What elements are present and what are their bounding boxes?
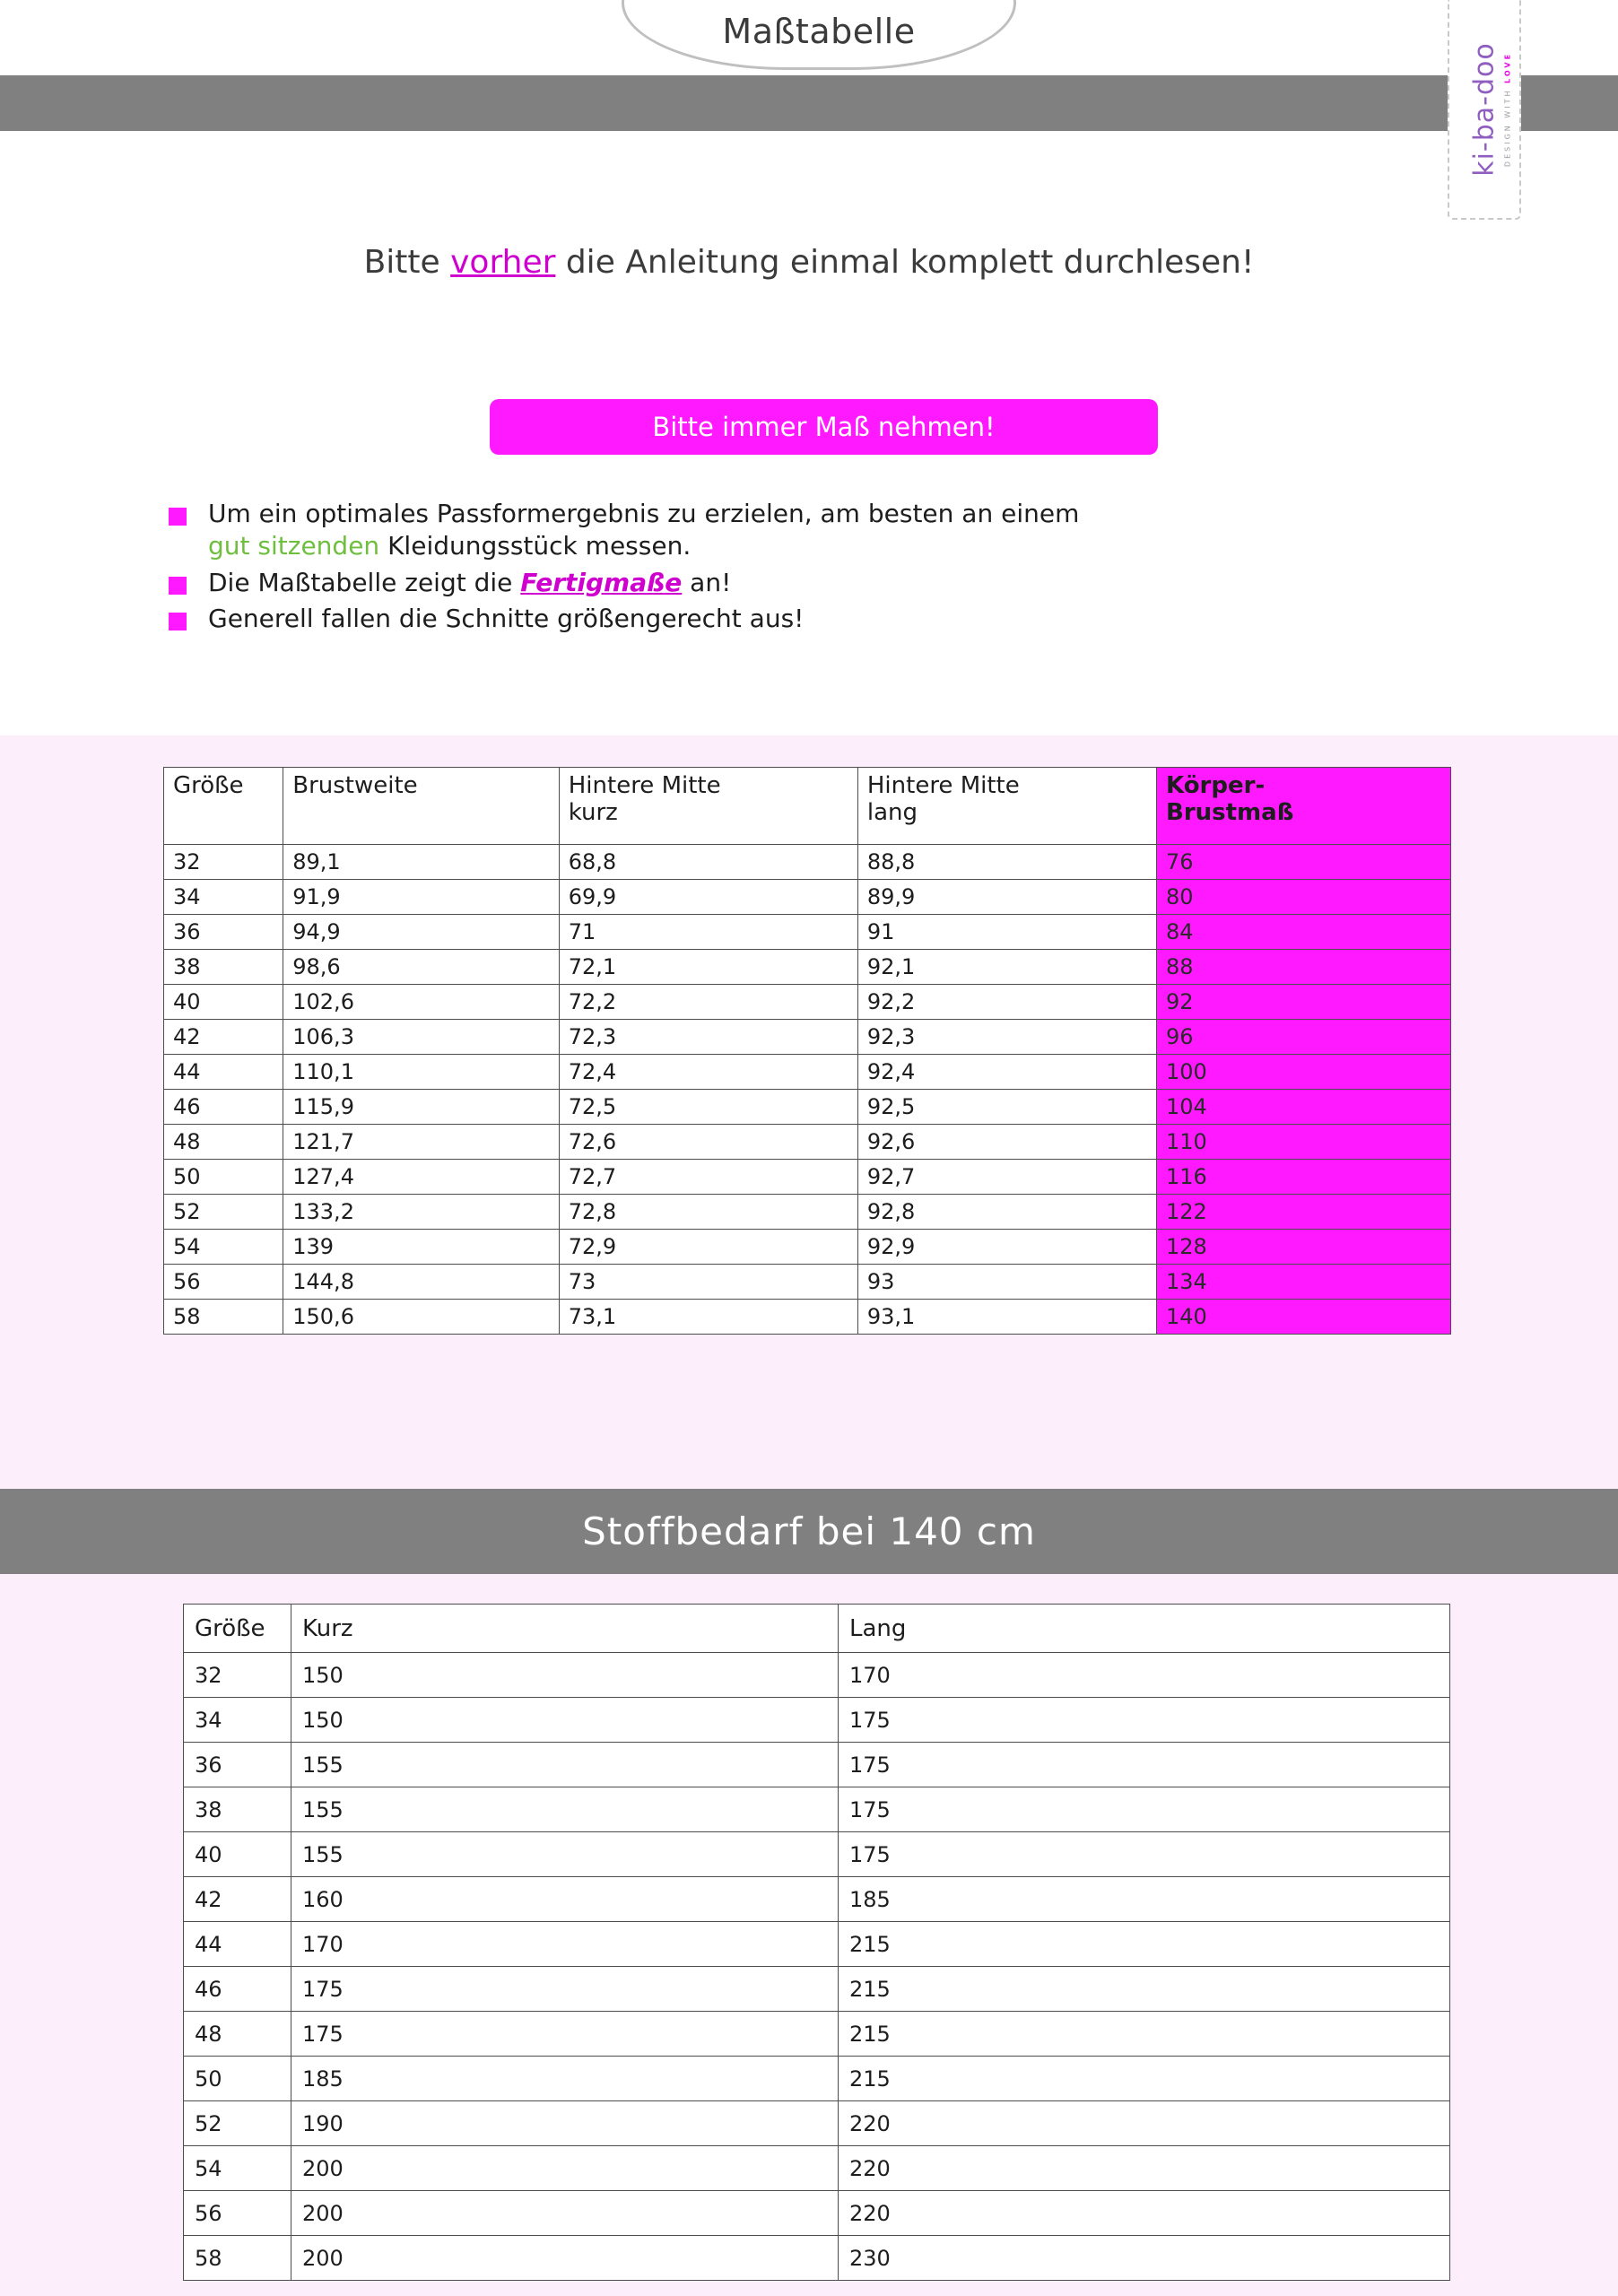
col-header-hintere-mitte-kurz: Hintere Mitte kurz: [559, 768, 857, 845]
table-cell: 175: [839, 1787, 1450, 1832]
table-cell: 92,2: [857, 985, 1156, 1020]
table-cell: 104: [1157, 1090, 1451, 1125]
table-cell: 134: [1157, 1265, 1451, 1300]
table-cell: 72,7: [559, 1160, 857, 1195]
table-cell: 98,6: [283, 950, 560, 985]
list-item: [169, 603, 1424, 635]
bullet-list: [169, 498, 1424, 639]
table-row: [184, 2191, 1450, 2236]
table-cell: 89,1: [283, 845, 560, 880]
fabric-table: [183, 1604, 1450, 2281]
brand-logo-name: ki-ba-doo: [1468, 41, 1501, 177]
table-cell: 44: [184, 1922, 291, 1967]
table-row: [164, 915, 1451, 950]
table-cell: 185: [839, 1877, 1450, 1922]
col-header-groesse: Größe: [184, 1605, 291, 1653]
intro-text-highlight: vorher: [450, 244, 556, 281]
table-cell: 92,7: [857, 1160, 1156, 1195]
table-cell: 92,4: [857, 1055, 1156, 1090]
table-cell: 155: [291, 1743, 839, 1787]
table-cell: 115,9: [283, 1090, 560, 1125]
table-cell: 92,9: [857, 1230, 1156, 1265]
table-row: [184, 2236, 1450, 2281]
table-row: [184, 1877, 1450, 1922]
table-cell: 54: [184, 2146, 291, 2191]
table-cell: 32: [184, 1653, 291, 1698]
table-cell: 102,6: [283, 985, 560, 1020]
table-cell: 52: [184, 2101, 291, 2146]
bullet-3-text: Generell fallen die Schnitte größengerecht aus!: [208, 604, 805, 634]
bullet-1-text: Um ein optimales Passformergebnis zu erzielen, am besten an einem: [208, 499, 1080, 528]
col-header-lang: Lang: [839, 1605, 1450, 1653]
table-cell: 38: [184, 1787, 291, 1832]
table-row: [164, 880, 1451, 915]
table-cell: 88: [1157, 950, 1451, 985]
table-cell: 92,8: [857, 1195, 1156, 1230]
table-cell: 100: [1157, 1055, 1451, 1090]
bullet-square-icon: [169, 613, 187, 631]
bullet-1-green: gut sitzenden: [208, 531, 380, 561]
table-row: [164, 1090, 1451, 1125]
table-cell: 89,9: [857, 880, 1156, 915]
col-header-groesse: Größe: [164, 768, 283, 845]
table-cell: 185: [291, 2057, 839, 2101]
table-row: [164, 1055, 1451, 1090]
page-title: Maßtabelle: [722, 12, 916, 51]
table-cell: 220: [839, 2191, 1450, 2236]
intro-instruction: [0, 244, 1618, 281]
table-cell: 48: [184, 2012, 291, 2057]
table-row: [184, 1967, 1450, 2012]
table-cell: 96: [1157, 1020, 1451, 1055]
table-cell: 84: [1157, 915, 1451, 950]
table-cell: 170: [291, 1922, 839, 1967]
table-cell: 91: [857, 915, 1156, 950]
table-row: [184, 1787, 1450, 1832]
table-cell: 128: [1157, 1230, 1451, 1265]
table-cell: 110: [1157, 1125, 1451, 1160]
table-cell: 36: [184, 1743, 291, 1787]
fabric-section-band: [0, 1489, 1618, 1574]
bullet-2-text2: an!: [682, 567, 732, 597]
table-cell: 140: [1157, 1300, 1451, 1335]
table-row: [164, 1195, 1451, 1230]
table-cell: 72,6: [559, 1125, 857, 1160]
table-cell: 44: [164, 1055, 283, 1090]
intro-text-before: Bitte: [363, 244, 451, 281]
table-cell: 155: [291, 1787, 839, 1832]
brand-logo-tagline: DESIGN WITH LOVE: [1503, 51, 1512, 167]
table-cell: 56: [184, 2191, 291, 2236]
table-cell: 80: [1157, 880, 1451, 915]
table-cell: 94,9: [283, 915, 560, 950]
table-cell: 220: [839, 2101, 1450, 2146]
table-cell: 230: [839, 2236, 1450, 2281]
bullet-square-icon: [169, 577, 187, 595]
bullet-2-emph: Fertigmaße: [520, 567, 683, 597]
table-cell: 110,1: [283, 1055, 560, 1090]
table-cell: 155: [291, 1832, 839, 1877]
table-row: [184, 1922, 1450, 1967]
table-cell: 175: [839, 1698, 1450, 1743]
table-header-row: [184, 1605, 1450, 1653]
table-row: [164, 1230, 1451, 1265]
table-cell: 72,3: [559, 1020, 857, 1055]
table-row: [184, 1698, 1450, 1743]
table-cell: 215: [839, 2057, 1450, 2101]
col-header-kurz: Kurz: [291, 1605, 839, 1653]
table-cell: 160: [291, 1877, 839, 1922]
table-cell: 92,5: [857, 1090, 1156, 1125]
fabric-table-body: [184, 1653, 1450, 2281]
table-cell: 93,1: [857, 1300, 1156, 1335]
table-cell: 42: [164, 1020, 283, 1055]
table-cell: 215: [839, 1967, 1450, 2012]
table-cell: 150: [291, 1653, 839, 1698]
measure-banner: [490, 399, 1158, 455]
table-cell: 73,1: [559, 1300, 857, 1335]
table-cell: 72,1: [559, 950, 857, 985]
col-header-koerper-brustmass: Körper- Brustmaß: [1157, 768, 1451, 845]
table-cell: 122: [1157, 1195, 1451, 1230]
table-cell: 54: [164, 1230, 283, 1265]
table-header-row: [164, 768, 1451, 845]
header-band: [0, 75, 1618, 131]
table-cell: 58: [164, 1300, 283, 1335]
size-table: [163, 767, 1451, 1335]
table-cell: 170: [839, 1653, 1450, 1698]
table-cell: 40: [164, 985, 283, 1020]
table-cell: 56: [164, 1265, 283, 1300]
table-cell: 150,6: [283, 1300, 560, 1335]
table-cell: 72,9: [559, 1230, 857, 1265]
table-cell: 40: [184, 1832, 291, 1877]
table-cell: 58: [184, 2236, 291, 2281]
table-row: [184, 2057, 1450, 2101]
table-cell: 116: [1157, 1160, 1451, 1195]
table-cell: 52: [164, 1195, 283, 1230]
table-cell: 91,9: [283, 880, 560, 915]
table-cell: 34: [184, 1698, 291, 1743]
table-cell: 215: [839, 2012, 1450, 2057]
table-cell: 127,4: [283, 1160, 560, 1195]
table-cell: 175: [839, 1743, 1450, 1787]
table-cell: 215: [839, 1922, 1450, 1967]
table-cell: 73: [559, 1265, 857, 1300]
fabric-section-title: Stoffbedarf bei 140 cm: [582, 1509, 1036, 1553]
table-cell: 175: [839, 1832, 1450, 1877]
table-row: [164, 985, 1451, 1020]
table-cell: 50: [164, 1160, 283, 1195]
bullet-1-text2: Kleidungsstück messen.: [379, 531, 692, 561]
table-cell: 34: [164, 880, 283, 915]
table-cell: 92,3: [857, 1020, 1156, 1055]
table-cell: 150: [291, 1698, 839, 1743]
list-item: [169, 498, 1424, 563]
table-cell: 38: [164, 950, 283, 985]
table-cell: 46: [164, 1090, 283, 1125]
table-cell: 72,4: [559, 1055, 857, 1090]
size-table-body: [164, 845, 1451, 1335]
table-row: [164, 1125, 1451, 1160]
table-cell: 69,9: [559, 880, 857, 915]
bullet-square-icon: [169, 508, 187, 526]
table-cell: 36: [164, 915, 283, 950]
table-cell: 72,8: [559, 1195, 857, 1230]
table-cell: 121,7: [283, 1125, 560, 1160]
table-cell: 76: [1157, 845, 1451, 880]
table-cell: 106,3: [283, 1020, 560, 1055]
table-cell: 48: [164, 1125, 283, 1160]
table-row: [164, 1300, 1451, 1335]
table-row: [184, 2012, 1450, 2057]
col-header-hintere-mitte-lang: Hintere Mitte lang: [857, 768, 1156, 845]
table-row: [164, 1020, 1451, 1055]
table-cell: 200: [291, 2146, 839, 2191]
list-item: [169, 567, 1424, 599]
table-cell: 93: [857, 1265, 1156, 1300]
table-cell: 42: [184, 1877, 291, 1922]
table-row: [164, 950, 1451, 985]
bullet-2-text: Die Maßtabelle zeigt die: [208, 567, 521, 597]
table-row: [184, 1653, 1450, 1698]
table-cell: 190: [291, 2101, 839, 2146]
table-cell: 92,6: [857, 1125, 1156, 1160]
intro-text-after: die Anleitung einmal komplett durchlesen!: [555, 244, 1255, 281]
table-cell: 88,8: [857, 845, 1156, 880]
table-row: [184, 1832, 1450, 1877]
table-cell: 200: [291, 2236, 839, 2281]
table-row: [164, 1265, 1451, 1300]
table-cell: 175: [291, 1967, 839, 2012]
table-cell: 175: [291, 2012, 839, 2057]
table-row: [164, 845, 1451, 880]
table-cell: 200: [291, 2191, 839, 2236]
table-cell: 50: [184, 2057, 291, 2101]
table-cell: 72,5: [559, 1090, 857, 1125]
table-cell: 92,1: [857, 950, 1156, 985]
table-cell: 46: [184, 1967, 291, 2012]
table-cell: 144,8: [283, 1265, 560, 1300]
table-cell: 220: [839, 2146, 1450, 2191]
table-row: [184, 2146, 1450, 2191]
table-cell: 71: [559, 915, 857, 950]
brand-logo: [1448, 0, 1521, 220]
table-cell: 68,8: [559, 845, 857, 880]
table-row: [184, 1743, 1450, 1787]
table-cell: 139: [283, 1230, 560, 1265]
table-row: [164, 1160, 1451, 1195]
measure-banner-label: Bitte immer Maß nehmen!: [652, 412, 996, 442]
table-cell: 32: [164, 845, 283, 880]
table-cell: 133,2: [283, 1195, 560, 1230]
table-row: [184, 2101, 1450, 2146]
table-cell: 92: [1157, 985, 1451, 1020]
col-header-brustweite: Brustweite: [283, 768, 560, 845]
table-cell: 72,2: [559, 985, 857, 1020]
page-title-tab: [622, 0, 1016, 70]
